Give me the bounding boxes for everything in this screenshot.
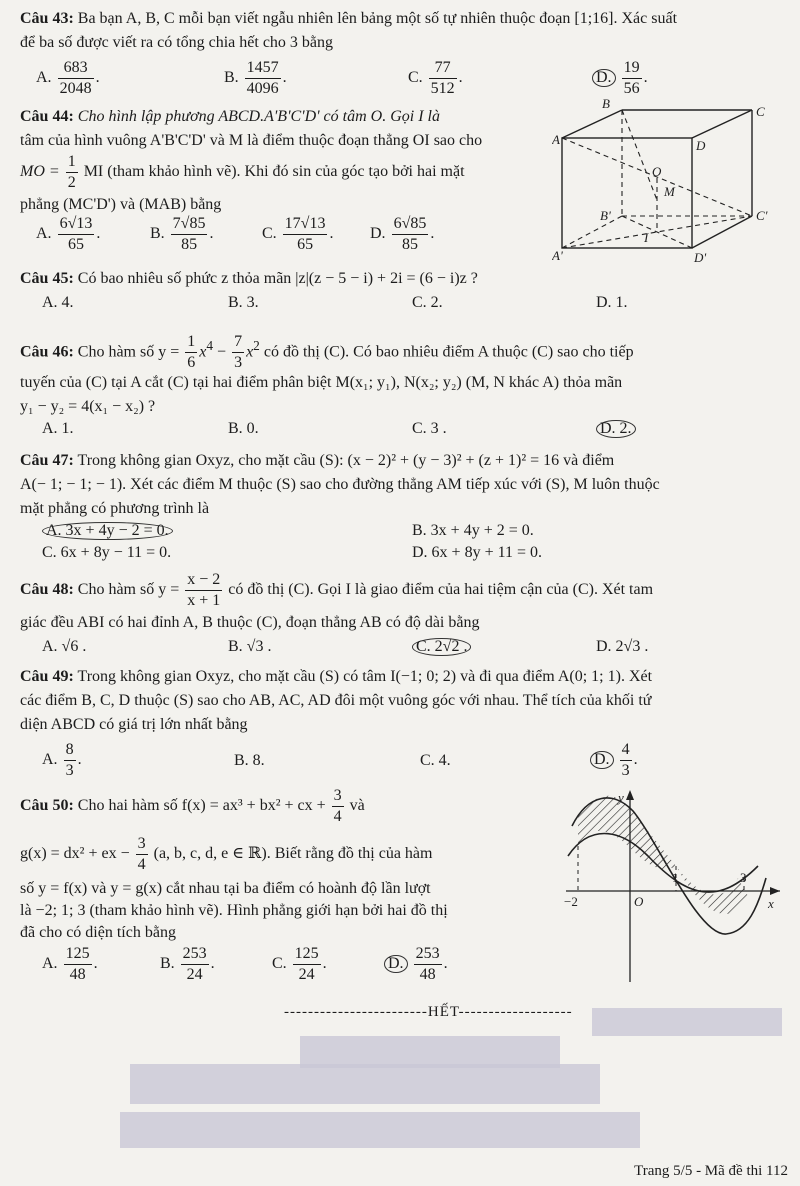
denominator: 24 — [186, 966, 203, 983]
denominator: 85 — [401, 236, 418, 253]
numerator: 6√13 — [58, 214, 95, 235]
fraction — [283, 214, 328, 255]
denominator: 3 — [234, 354, 243, 372]
q44-option-b: B. $\frac{7√85}{85}$ . — [150, 215, 214, 253]
fraction — [66, 152, 78, 193]
hidden-line — [622, 216, 692, 248]
q50-text1a: Cho hai hàm số f(x) = ax³ + bx² + cx + — [77, 797, 326, 815]
option-letter: C. — [420, 752, 435, 769]
q48-option-c — [412, 638, 471, 656]
q49-option-b — [234, 752, 265, 770]
denominator: 2048 — [59, 80, 92, 97]
denominator: 65 — [297, 236, 314, 253]
numerator: 253 — [181, 944, 209, 965]
label-O: O — [652, 164, 662, 179]
label-D: D — [696, 138, 706, 153]
q44-line2: tâm của hình vuông A'B'C'D' và M là điểm thuộc đoạn thẳng OI sao cho — [20, 132, 483, 149]
q48-text1b: có đồ thị (C). Gọi I là giao điểm của hai tiệm cận của (C). Xét tam — [228, 581, 654, 599]
fraction — [171, 214, 208, 255]
numerator: 1 — [66, 152, 78, 173]
option-letter: B. — [160, 955, 175, 973]
numerator: 8 — [64, 740, 76, 761]
fraction — [181, 944, 209, 985]
q46-option-d — [596, 420, 636, 438]
numerator: 3 — [136, 834, 148, 855]
q48-option-a: A. √6 . — [42, 638, 87, 655]
q50-line2 — [20, 834, 432, 875]
label-1: 1 — [672, 870, 679, 885]
q44-line1 — [20, 106, 440, 128]
fraction — [332, 786, 344, 827]
q44-line3 — [20, 152, 465, 193]
denominator: 48 — [69, 966, 86, 983]
denominator: 2 — [67, 174, 76, 191]
option-value: 4. — [438, 752, 451, 769]
fraction — [58, 58, 94, 99]
denominator: 85 — [181, 236, 198, 253]
numerator: 1 — [185, 332, 197, 353]
denominator: 3 — [621, 762, 630, 779]
option-letter: A. — [36, 225, 52, 243]
q50-line1 — [20, 786, 365, 827]
q50-option-a: A. $\frac{125}{48}$ . — [42, 945, 98, 983]
option-letter: A. — [42, 751, 58, 769]
option-letter: C. — [408, 69, 423, 87]
q46-text1a: Cho hàm số y = — [77, 343, 180, 361]
denominator: 56 — [623, 80, 640, 97]
option-letter: C. — [262, 225, 277, 243]
label-B: B — [602, 98, 610, 111]
q45-option-b: B. 3. — [228, 294, 259, 311]
q50-graph — [558, 786, 784, 986]
q47-line3: mặt phẳng có phương trình là — [20, 500, 210, 517]
denominator: 24 — [298, 966, 315, 983]
q49-line3: diện ABCD có giá trị lớn nhất bằng — [20, 716, 248, 733]
q50-line5: đã cho có diện tích bằng — [20, 924, 176, 941]
q43-line1 — [20, 8, 677, 30]
label-Cp: C' — [756, 208, 768, 223]
denominator: 4 — [137, 856, 146, 873]
denominator: 6 — [187, 354, 196, 372]
denominator: 4 — [333, 808, 342, 825]
denominator: 3 — [65, 762, 74, 779]
q50-text2a: g(x) = dx² + ex − — [20, 845, 130, 863]
fraction — [392, 214, 429, 255]
blurred-region — [120, 1112, 640, 1148]
q48-label: Câu 48: — [20, 581, 74, 599]
q47-option-d: D. 6x + 8y + 11 = 0. — [412, 544, 543, 561]
hidden-line — [622, 110, 657, 200]
q50-line4: là −2; 1; 3 (tham khảo hình vẽ). Hình phẳng giới hạn bởi hai đồ thị — [20, 902, 448, 919]
fraction — [58, 214, 95, 255]
q50-line3: số y = f(x) và y = g(x) cắt nhau tại ba điểm có hoành độ lần lượt — [20, 880, 431, 897]
y-axis-arrow — [626, 790, 634, 800]
label-3: 3 — [740, 870, 747, 885]
q50-text2b: (a, b, c, d, e ∈ ℝ). Biết rằng đồ thị của hàm — [153, 845, 433, 863]
numerator: 683 — [58, 58, 94, 79]
q44-text1: Cho hình lập phương ABCD.A'B'C'D' có tâm O. Gọi I là — [77, 108, 440, 125]
label-neg2: −2 — [564, 894, 578, 909]
fraction — [620, 740, 632, 781]
fraction — [64, 740, 76, 781]
numerator: 253 — [414, 944, 442, 965]
numerator: 77 — [429, 58, 457, 79]
numerator: 17√13 — [283, 214, 328, 235]
q49-option-a: A. $\frac{8}{3}$ . — [42, 741, 82, 779]
q46-line1: Câu 46: Cho hàm số y = $\frac{1}{6}$ $x^4$ − $\frac{7}{3}$ $x^2$ có đồ thị (C). Có bao nhiêu điểm A thuộc (C) sao cho tiếp — [20, 333, 634, 372]
denominator: 512 — [430, 80, 455, 97]
option-letter: D. — [592, 69, 616, 87]
x-axis-arrow — [770, 887, 780, 895]
q47-option-b: B. 3x + 4y + 2 = 0. — [412, 522, 534, 539]
q48-text1a: Cho hàm số y = — [77, 581, 180, 599]
q44-text3b: MI (tham khảo hình vẽ). Khi đó sin của góc tạo bởi hai mặt — [83, 163, 465, 181]
q43-text1: Ba bạn A, B, C mỗi bạn viết ngẫu nhiên lên bảng một số tự nhiên thuộc đoạn [1;16]. Xác suất — [77, 10, 678, 27]
numerator: 3 — [332, 786, 344, 807]
numerator: 125 — [64, 944, 92, 965]
fraction — [232, 332, 244, 373]
q49-line2: các điểm B, C, D thuộc (S) sao cho AB, AC, AD đôi một vuông góc với nhau. Thể tích của khối tứ — [20, 692, 652, 709]
q47-option-c: C. 6x + 8y − 11 = 0. — [42, 544, 172, 561]
q47-line1 — [20, 450, 614, 472]
q46-line2: tuyến của (C) tại A cắt (C) tại hai điểm phân biệt M(x₁; y₁), N(x₂; y₂) (M, N khác A) thỏa mãn — [20, 374, 623, 391]
fraction — [185, 332, 197, 373]
fraction — [622, 58, 642, 99]
label-y: y — [618, 790, 624, 805]
q48-option-d: D. 2√3 . — [596, 638, 649, 655]
q47-text1: Trong không gian Oxyz, cho mặt cầu (S): (x − 2)² + (y − 3)² + (z + 1)² = 16 và điểm — [77, 452, 615, 469]
option-letter: B. — [150, 225, 165, 243]
q45-text: Có bao nhiêu số phức z thỏa mãn |z|(z − 5 − i) + 2i = (6 − i)z ? — [77, 270, 478, 287]
q50-label: Câu 50: — [20, 797, 74, 815]
q43-option-b: B. $\frac{1457}{4096}$ . — [224, 59, 287, 97]
option-letter: B. — [224, 69, 239, 87]
q46-option-b: B. 0. — [228, 420, 259, 437]
cube-figure — [552, 98, 778, 266]
q45-option-a: A. 4. — [42, 294, 74, 311]
q44-line4: phẳng (MC'D') và (MAB) bằng — [20, 196, 222, 213]
option-letter: B. — [234, 752, 249, 769]
fraction — [64, 944, 92, 985]
q45-option-d: D. 1. — [596, 294, 628, 311]
q46-option-c: C. 3 . — [412, 420, 447, 437]
option-letter: D. — [370, 225, 386, 243]
numerator: 6√85 — [392, 214, 429, 235]
denominator: 65 — [67, 236, 84, 253]
q48-line2: giác đều ABI có hai đỉnh A, B thuộc (C), đoạn thẳng AB có độ dài bằng — [20, 614, 480, 631]
q43-option-d: D. $\frac{19}{56}$ . — [592, 58, 648, 99]
label-Dp: D' — [694, 250, 707, 265]
q49-option-c — [420, 752, 451, 770]
q44-option-d: D. $\frac{6√85}{85}$ . — [370, 215, 435, 253]
q43-line2: để ba số được viết ra có tổng chia hết cho 3 bằng — [20, 34, 334, 51]
q49-text1: Trong không gian Oxyz, cho mặt cầu (S) có tâm I(−1; 0; 2) và đi qua điểm A(0; 1; 1). Xét — [77, 668, 653, 685]
q48-option-b: B. √3 . — [228, 638, 272, 655]
numerator: x − 2 — [185, 570, 222, 591]
option-value: 8. — [252, 752, 265, 769]
option-letter: A. — [42, 955, 58, 973]
label-Ap: A' — [552, 248, 563, 263]
blurred-region — [592, 1008, 782, 1036]
numerator: 4 — [620, 740, 632, 761]
q49-label: Câu 49: — [20, 668, 74, 685]
q46-text1b: có đồ thị (C). Có bao nhiêu điểm A thuộc (C) sao cho tiếp — [263, 343, 634, 361]
numerator: 125 — [293, 944, 321, 965]
label-origin: O — [634, 894, 644, 909]
label-x: x — [768, 896, 774, 911]
fraction — [429, 58, 457, 99]
end-mark: ------------------------HẾT------------------- — [284, 1004, 573, 1020]
q45-option-c: C. 2. — [412, 294, 443, 311]
q43-option-c: C. $\frac{77}{512}$ . — [408, 59, 463, 97]
label-I: I — [644, 230, 649, 245]
q48-line1 — [20, 570, 653, 611]
option-text: A. 3x + 4y − 2 = 0. — [42, 522, 173, 540]
denominator: 48 — [419, 966, 436, 983]
option-text: D. 2. — [596, 420, 636, 438]
q46-line3: y₁ − y₂ = 4(x₁ − x₂) ? — [20, 398, 156, 415]
q47-option-a — [42, 522, 173, 540]
q50-option-c: C. $\frac{125}{24}$ . — [272, 945, 327, 983]
numerator: 7 — [232, 332, 244, 353]
label-M: M — [664, 184, 675, 199]
blurred-region — [130, 1064, 600, 1104]
q49-option-d: D. $\frac{4}{3}$ . — [590, 740, 638, 781]
option-letter: A. — [36, 69, 52, 87]
label-A: A — [552, 132, 560, 147]
fraction — [414, 944, 442, 985]
q46-option-a: A. 1. — [42, 420, 74, 437]
label-Bp: B' — [600, 208, 611, 223]
fraction — [136, 834, 148, 875]
option-text: C. 2√2 . — [412, 638, 471, 656]
q47-label: Câu 47: — [20, 452, 74, 469]
shaded-region-left — [578, 796, 676, 869]
shaded-region-right — [676, 866, 748, 914]
q44-text3a: MO = — [20, 163, 60, 181]
numerator: 7√85 — [171, 214, 208, 235]
q43-label: Câu 43: — [20, 10, 74, 27]
label-C: C — [756, 104, 765, 119]
cube-edge — [692, 110, 752, 138]
page-footer: Trang 5/5 - Mã đề thi 112 — [634, 1163, 788, 1179]
q46-label: Câu 46: — [20, 343, 74, 361]
option-letter: C. — [272, 955, 287, 973]
q43-option-a: A. $\frac{683}{2048}$ . — [36, 59, 100, 97]
option-letter: D. — [590, 751, 614, 769]
denominator: 4096 — [246, 80, 279, 97]
q50-text1b: và — [349, 797, 365, 815]
numerator: 1457 — [245, 58, 281, 79]
denominator: x + 1 — [187, 592, 221, 609]
q44-label: Câu 44: — [20, 108, 74, 125]
q45-line1 — [20, 268, 478, 290]
q47-line2: A(− 1; − 1; − 1). Xét các điểm M thuộc (S) sao cho đường thẳng AM tiếp xúc với (S), M luôn thuộc — [20, 476, 660, 493]
q50-option-d: D. $\frac{253}{48}$ . — [384, 944, 448, 985]
fraction — [185, 570, 222, 611]
cube-edge — [562, 110, 622, 138]
numerator: 19 — [622, 58, 642, 79]
fraction — [245, 58, 281, 99]
q44-option-a: A. $\frac{6√13}{65}$ . — [36, 215, 101, 253]
q49-line1 — [20, 666, 652, 688]
option-letter: D. — [384, 955, 408, 973]
q50-option-b: B. $\frac{253}{24}$ . — [160, 945, 215, 983]
q44-option-c: C. $\frac{17√13}{65}$ . — [262, 215, 334, 253]
q45-label: Câu 45: — [20, 270, 74, 287]
fraction — [293, 944, 321, 985]
